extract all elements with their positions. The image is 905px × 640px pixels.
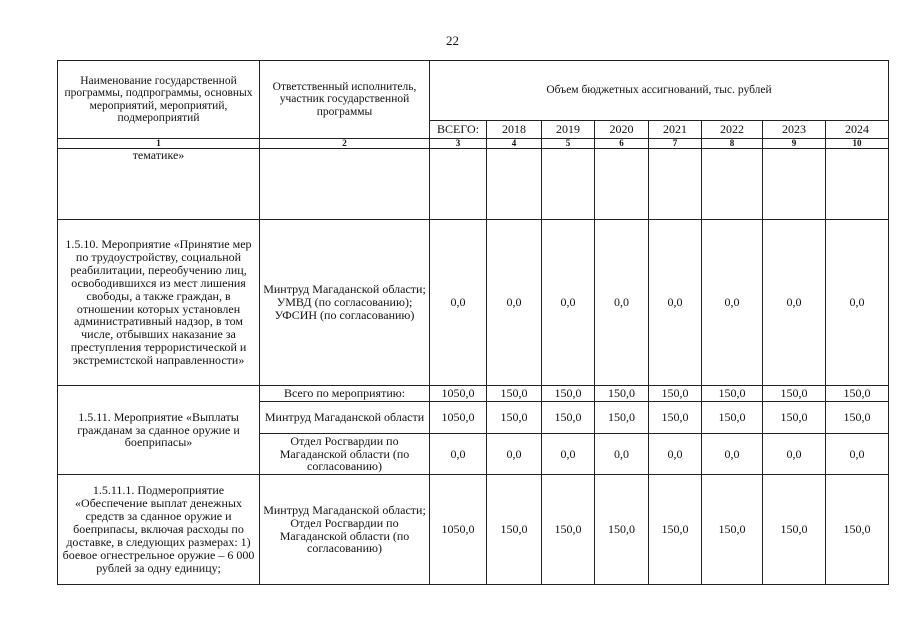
table-row [58,220,889,386]
column-number: 3 [430,139,487,149]
column-number: 2 [260,139,430,149]
value-cell: 0,0 [542,434,595,475]
value-cell: 0,0 [826,434,889,475]
value-cell: 150,0 [595,386,649,402]
column-number: 10 [826,139,889,149]
column-number: 8 [702,139,763,149]
header-executor: Ответственный исполнитель, участник государственной программы [260,61,430,139]
value-cell: 0,0 [826,220,889,386]
value-cell: 150,0 [542,402,595,434]
header-year: 2019 [542,121,595,139]
value-cell: 1050,0 [430,402,487,434]
header-year: 2021 [649,121,702,139]
value-cell: 150,0 [826,402,889,434]
value-cell: 150,0 [649,475,702,585]
value-cell: 150,0 [702,402,763,434]
header-year: 2024 [826,121,889,139]
program-name-cell: 1.5.11.1. Подмероприятие «Обеспечение выплат денежных средств за сданное оружие и боеприпасы, включая расходы по доставке, в следующих размерах: 1) боевое огнестрельное оружие – 6 000 рублей за одну единицу; [58,475,260,585]
header-total: ВСЕГО: [430,121,487,139]
header-year: 2018 [487,121,542,139]
value-cell: 0,0 [595,220,649,386]
header-budget: Объем бюджетных ассигнований, тыс. рублей [430,61,889,121]
value-cell: 0,0 [430,434,487,475]
executor-cell: Минтруд Магаданской области; Отдел Росгвардии по Магаданской области (по согласованию) [260,475,430,585]
column-number: 9 [763,139,826,149]
header-year: 2023 [763,121,826,139]
column-number: 6 [595,139,649,149]
value-cell: 150,0 [487,386,542,402]
page-number: 22 [446,33,459,48]
value-cell: 0,0 [649,434,702,475]
value-cell: 0,0 [702,434,763,475]
value-cell: 150,0 [826,386,889,402]
value-cell: 0,0 [487,434,542,475]
header-year: 2020 [595,121,649,139]
executor-cell: Всего по мероприятию: [260,386,430,402]
header-program-name: Наименование государственной программы, подпрограммы, основных мероприятий, мероприятий, подмероприятий [58,61,260,139]
program-name-cell: 1.5.10. Мероприятие «Принятие мер по трудоустройству, социальной реабилитации, переобучению лиц, освободившихся из мест лишения свободы, а также граждан, в отношении которых установлен административный надзор, в том числе, отбывших наказание за преступления террористической и экстремистской направленности» [58,220,260,386]
value-cell: 0,0 [542,220,595,386]
column-number: 5 [542,139,595,149]
value-cell: 150,0 [542,475,595,585]
executor-cell: Минтруд Магаданской области [260,402,430,434]
value-cell: 150,0 [649,402,702,434]
table-row [58,386,889,402]
value-cell: 150,0 [826,475,889,585]
value-cell: 0,0 [595,434,649,475]
value-cell: 150,0 [542,386,595,402]
program-name-cell: 1.5.11. Мероприятие «Выплаты гражданам за сданное оружие и боеприпасы» [58,386,260,475]
value-cell: 0,0 [763,434,826,475]
budget-table [57,60,889,585]
table-row [58,149,889,220]
value-cell: 1050,0 [430,475,487,585]
value-cell: 0,0 [649,220,702,386]
program-name-cell: тематике» [58,149,260,220]
value-cell: 0,0 [763,220,826,386]
value-cell: 0,0 [487,220,542,386]
value-cell: 0,0 [430,220,487,386]
value-cell: 150,0 [649,386,702,402]
value-cell: 150,0 [487,402,542,434]
column-number: 7 [649,139,702,149]
column-number: 4 [487,139,542,149]
column-number: 1 [58,139,260,149]
executor-cell: Минтруд Магаданской области; УМВД (по согласованию); УФСИН (по согласованию) [260,220,430,386]
value-cell: 150,0 [595,402,649,434]
value-cell: 150,0 [763,402,826,434]
value-cell: 150,0 [702,475,763,585]
table-row [58,475,889,585]
value-cell: 0,0 [702,220,763,386]
value-cell: 150,0 [763,475,826,585]
executor-cell: Отдел Росгвардии по Магаданской области (по согласованию) [260,434,430,475]
value-cell: 1050,0 [430,386,487,402]
value-cell: 150,0 [702,386,763,402]
value-cell: 150,0 [487,475,542,585]
value-cell: 150,0 [595,475,649,585]
header-year: 2022 [702,121,763,139]
value-cell: 150,0 [763,386,826,402]
